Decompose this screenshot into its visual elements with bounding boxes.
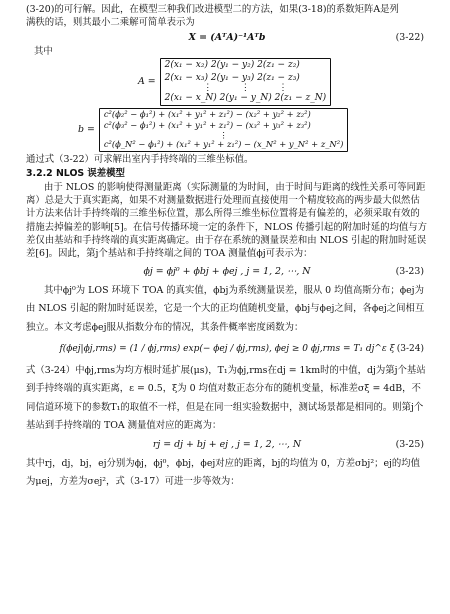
matrix-A [138,58,348,105]
section-heading: 3.2.2 NLOS 误差模型 [26,168,125,180]
equation-3-24-body: f(ϕej|ϕj,rms) = (1 / ϕj,rms) exp(− ϕej / ϕj,rms), ϕej ≥ 0 ϕj,rms = T₁ dj^ε ξ [59,344,395,355]
equation-3-22-body: X = (AᵀA)⁻¹Aᵀb [188,31,266,43]
equation-3-23-number: (3-23) [395,265,424,277]
matrix-b-label: b = [78,124,95,136]
matrix-A-row: 2(x₁ − x₂) 2(y₁ − y₂) 2(z₁ − z₂) [164,60,300,71]
paragraph-delay-spread: 式（3-24）中ϕj,rms为均方根时延扩展(μs)，T₁为ϕj,rms在dj = 1km时的中值，dj为第j个基站到手持终端的真实距离，ε = 0.5，ξ为 0 均值对数正态分布的随机变量，标准差σξ = 4dB，不同信道环境下的参数T₁的取值不一样，但是在同一组实验数据中，测试场景都是相同的。则第j个基站到手持终端的 TOA 测量值对应的距离为： [26,364,426,431]
equation-3-25-number: (3-25) [395,439,424,451]
matrix-A-label: A = [138,76,156,88]
equation-3-25 [26,438,428,451]
matrix-b-row: ⋮ [219,129,228,140]
matrix-A-row: ⋮ ⋮ ⋮ [203,83,288,94]
paragraph-distance-terms: 其中rj，dj，bj，ej分别为ϕj，ϕj⁰，ϕbj，ϕej对应的距离，bj的均值为 0，方差σbj²；ej的均值为μej，方差为σej²，式（3-17）可进一步等效为： [26,457,421,487]
equation-3-22-number: (3-22) [395,31,424,43]
paragraph-intro-line1: (3-20)的可行解。因此，在模型三种我们改进模型二的方法，如果(3-18)的系数矩阵A是列 [26,4,399,15]
equation-3-23 [26,265,428,278]
equation-3-23-body: ϕj = ϕj⁰ + ϕbj + ϕej , j = 1, 2, ⋯, N [143,265,311,277]
paragraph-intro-line2: 满秩的话，则其最小二乘解可简单表示为 [26,17,195,29]
where-label: 其中 [34,46,53,58]
equation-3-25-body: rj = dj + bj + ej , j = 1, 2, ⋯, N [152,439,302,451]
matrix-A-row: 2(x₁ − x₃) 2(y₁ − y₃) 2(z₁ − z₃) [164,72,300,83]
equation-3-24-number: (3-24) [396,344,424,355]
matrix-A-row: 2(x₁ − x_N) 2(y₁ − y_N) 2(z₁ − z_N) [164,93,327,104]
equation-3-22 [26,31,428,44]
matrix-b [78,108,408,152]
matrix-b-row: c²(ϕ₃² − ϕ₁²) + (x₁² + y₁² + z₁²) − (x₃² + y₃² + z₃²) [103,120,311,131]
paragraph-nlos: 由于 NLOS 的影响使得测量距离（实际测量的为时间，由于时间与距离的线性关系可等同距离）总是大于真实距离，如果不对测量数据进行处理而直接使用一个精度较高的两步最大似然估计方法来估计手持终端的三维坐标位置，那么所得三维坐标位置将是有偏差的，必须采取有效的措施去掉偏差的影响[5]。在信号传播环境一定的条件下，NLOS 传播引起的附加时延的均值与方差仅由基站和手持终端的真实距离确定。由于存在系统的测量误差和由 NLOS 引起的附加时延误差[6]。因此，第j个基站和手持终端之间的 TOA 测量值ϕj可表示为： [26,181,428,260]
matrix-A-bracket [160,58,332,105]
equation-3-24 [26,343,428,356]
matrix-b-row: c²(ϕ_N² − ϕ₁²) + (x₁² + y₁² + z₁²) − (x_N² + y_N² + z_N²) [103,139,344,150]
paragraph-solution: 通过式（3-22）可求解出室内手持终端的三维坐标值。 [26,154,254,166]
paragraph-toa-terms: 其中ϕj⁰为 LOS 环境下 TOA 的真实值，ϕbj为系统测量误差，服从 0 均值高斯分布；ϕej为由 NLOS 引起的附加时延误差，它是一个大的正均值随机变量，ϕbj与ϕej之间，各ϕej之间相互独立。本文考虑ϕej服从指数分布的情况，其条件概率密度函数为： [26,285,425,333]
matrix-b-row: c²(ϕ₂² − ϕ₁²) + (x₁² + y₁² + z₁²) − (x₂² + y₂² + z₂²) [103,108,311,119]
matrix-b-bracket [99,108,349,152]
